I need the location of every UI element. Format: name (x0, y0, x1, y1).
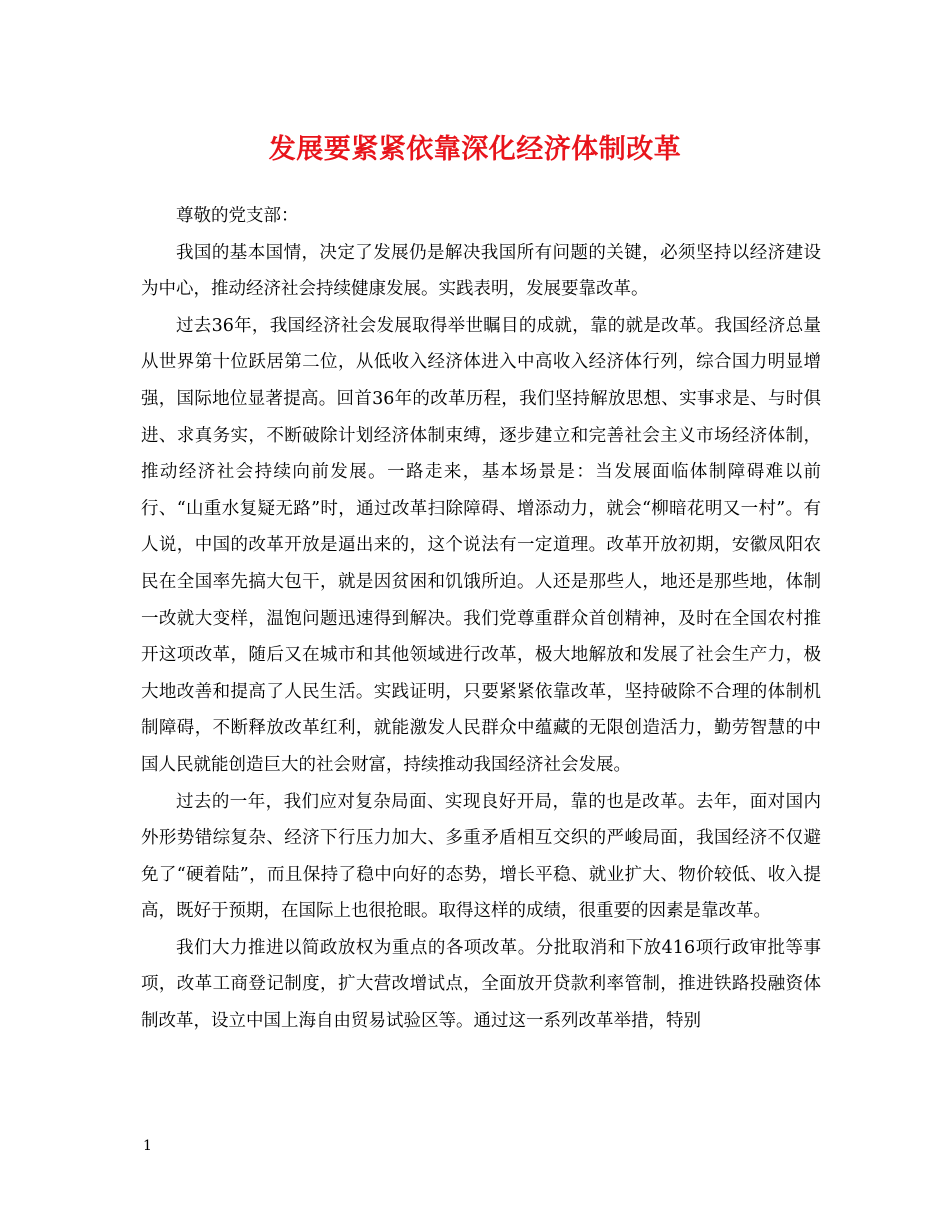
paragraph: 我国的基本国情，决定了发展仍是解决我国所有问题的关键，必须坚持以经济建设为中心，推动经济社会持续健康发展。实践表明，发展要靠改革。 (141, 242, 821, 300)
salutation: 尊敬的党支部： (176, 206, 299, 226)
paragraph: 过去的一年，我们应对复杂局面、实现良好开局，靠的也是改革。去年，面对国内外形势错综复杂、经济下行压力加大、多重矛盾相互交织的严峻局面，我国经济不仅避免了“硬着陆”，而且保持了稳中向好的态势，增长平稳、就业扩大、物价较低、收入提高，既好于预期，在国际上也很抢眼。取得这样的成绩，很重要的因素是靠改革。 (141, 791, 821, 922)
paragraph: 我们大力推进以简政放权为重点的各项改革。分批取消和下放416项行政审批等事项，改革工商登记制度，扩大营改增试点，全面放开贷款利率管制，推进铁路投融资体制改革，设立中国上海自由贸易试验区等。通过这一系列改革举措，特别 (141, 937, 821, 1032)
page-number: 1 (143, 1138, 152, 1154)
document-body (141, 198, 821, 1040)
paragraph: 过去36年，我国经济社会发展取得举世瞩目的成就，靠的就是改革。我国经济总量从世界第十位跃居第二位，从低收入经济体进入中高收入经济体行列，综合国力明显增强，国际地位显著提高。回首36年的改革历程，我们坚持解放思想、实事求是、与时俱进、求真务实，不断破除计划经济体制束缚，逐步建立和完善社会主义市场经济体制，推动经济社会持续向前发展。一路走来，基本场景是：当发展面临体制障碍难以前行、“山重水复疑无路”时，通过改革扫除障碍、增添动力，就会“柳暗花明又一村”。有人说，中国的改革开放是逼出来的，这个说法有一定道理。改革开放初期，安徽凤阳农民在全国率先搞大包干，就是因贫困和饥饿所迫。人还是那些人，地还是那些地，体制一改就大变样，温饱问题迅速得到解决。我们党尊重群众首创精神，及时在全国农村推开这项改革，随后又在城市和其他领域进行改革，极大地解放和发展了社会生产力，极大地改善和提高了人民生活。实践证明，只要紧紧依靠改革，坚持破除不合理的体制机制障碍，不断释放改革红利，就能激发人民群众中蕴藏的无限创造活力，勤劳智慧的中国人民就能创造巨大的社会财富，持续推动我国经济社会发展。 (141, 315, 821, 775)
document-title: 发展要紧紧依靠深化经济体制改革 (268, 134, 682, 165)
